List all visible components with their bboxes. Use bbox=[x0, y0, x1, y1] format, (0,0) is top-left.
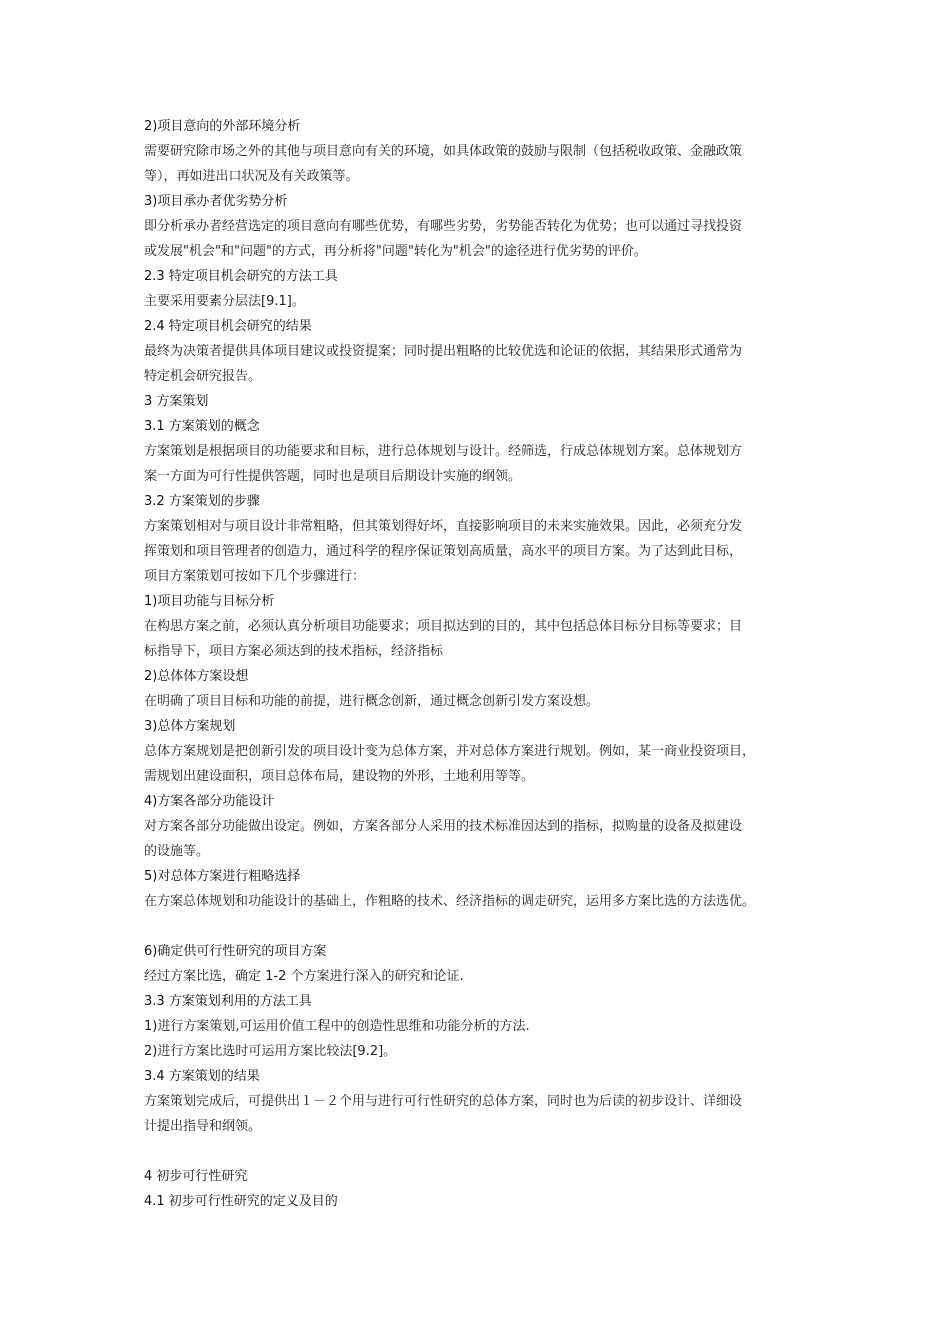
paragraph-line: 需规划出建设面积，项目总体布局，建设物的外形，土地利用等等。 bbox=[144, 769, 535, 784]
section-heading: 2.4 特定项目机会研究的结果 bbox=[144, 319, 312, 334]
section-heading: 2)项目意向的外部环境分析 bbox=[144, 119, 301, 134]
paragraph-line: 在方案总体规划和功能设计的基础上，作粗略的技术、经济指标的调走研究，运用多方案比选的方法选优。 bbox=[144, 894, 756, 909]
step-heading: 1)项目功能与目标分析 bbox=[144, 594, 275, 609]
step-heading: 2)总体体方案设想 bbox=[144, 669, 249, 684]
section-heading: 3.3 方案策划利用的方法工具 bbox=[144, 994, 312, 1009]
paragraph-line: 的设施等。 bbox=[144, 844, 210, 859]
step-heading: 5)对总体方案进行粗略选择 bbox=[144, 869, 301, 884]
section-heading: 3.1 方案策划的概念 bbox=[144, 419, 260, 434]
paragraph-line: 方案策划完成后，可提供出１－２个用与进行可行性研究的总体方案，同时也为后读的初步设计、详细设 bbox=[144, 1094, 743, 1109]
paragraph-line: 即分析承办者经营选定的项目意向有哪些优势，有哪些劣势，劣势能否转化为优势；也可以通过寻找投资 bbox=[144, 219, 743, 234]
step-heading: 3)总体方案规划 bbox=[144, 719, 236, 734]
paragraph-line: 方案策划相对与项目设计非常粗略，但其策划得好坏，直接影响项目的未来实施效果。因此，必须充分发 bbox=[144, 519, 743, 534]
paragraph-line: 主要采用要素分层法[9.1]。 bbox=[144, 294, 305, 309]
step-heading: 4)方案各部分功能设计 bbox=[144, 794, 275, 809]
section-heading: 3)项目承办者优劣势分析 bbox=[144, 194, 288, 209]
paragraph-line: 在构思方案之前，必须认真分析项目功能要求；项目拟达到的目的，其中包括总体目标分目标等要求；目 bbox=[144, 619, 743, 634]
paragraph-line: 案一方面为可行性提供答题，同时也是项目后期设计实施的纲领。 bbox=[144, 469, 522, 484]
paragraph-line: 等），再如进出口状况及有关政策等。 bbox=[144, 169, 359, 184]
section-heading: 3.4 方案策划的结果 bbox=[144, 1069, 260, 1084]
paragraph-line: 需要研究除市场之外的其他与项目意向有关的环境，如具体政策的鼓励与限制（包括税收政策、金融政策 bbox=[144, 144, 743, 159]
paragraph-line: 计提出指导和纲领。 bbox=[144, 1119, 262, 1134]
paragraph-line: 经过方案比选，确定 1-2 个方案进行深入的研究和论证. bbox=[144, 969, 464, 984]
chapter-heading: 3 方案策划 bbox=[144, 394, 209, 409]
section-heading: 3.2 方案策划的步骤 bbox=[144, 494, 260, 509]
paragraph-line: 挥策划和项目管理者的创造力，通过科学的程序保证策划高质量，高水平的项目方案。为了达到此目标， bbox=[144, 544, 743, 559]
paragraph-line: 1)进行方案策划,可运用价值工程中的创造性思维和功能分析的方法. bbox=[144, 1019, 530, 1034]
section-heading: 2.3 特定项目机会研究的方法工具 bbox=[144, 269, 338, 284]
paragraph-line: 对方案各部分功能做出设定。例如，方案各部分人采用的技术标准因达到的指标，拟购量的设备及拟建设 bbox=[144, 819, 743, 834]
section-heading: 4.1 初步可行性研究的定义及目的 bbox=[144, 1194, 338, 1209]
paragraph-line: 总体方案规划是把创新引发的项目设计变为总体方案，并对总体方案进行规划。例如，某一商业投资项目， bbox=[144, 744, 756, 759]
paragraph-line: 在明确了项目目标和功能的前提，进行概念创新，通过概念创新引发方案设想。 bbox=[144, 694, 600, 709]
blank-line bbox=[144, 1139, 810, 1164]
paragraph-line: 最终为决策者提供具体项目建议或投资提案；同时提出粗略的比较优选和论证的依据，其结果形式通常为 bbox=[144, 344, 743, 359]
paragraph-line: 项目方案策划可按如下几个步骤进行： bbox=[144, 569, 366, 584]
paragraph-line: 或发展"机会"和"问题"的方式，再分析将"问题"转化为"机会"的途径进行优劣势的评价。 bbox=[144, 244, 647, 259]
paragraph-line: 方案策划是根据项目的功能要求和目标，进行总体规划与设计。经筛选，行成总体规划方案。总体规划方 bbox=[144, 444, 743, 459]
chapter-heading: 4 初步可行性研究 bbox=[144, 1169, 248, 1184]
paragraph-line: 标指导下，项目方案必须达到的技术指标，经济指标 bbox=[144, 644, 444, 659]
blank-line bbox=[144, 914, 810, 939]
paragraph-line: 特定机会研究报告。 bbox=[144, 369, 262, 384]
paragraph-line: 2)进行方案比选时可运用方案比较法[9.2]。 bbox=[144, 1044, 397, 1059]
document-page bbox=[144, 114, 810, 1214]
step-heading: 6)确定供可行性研究的项目方案 bbox=[144, 944, 327, 959]
